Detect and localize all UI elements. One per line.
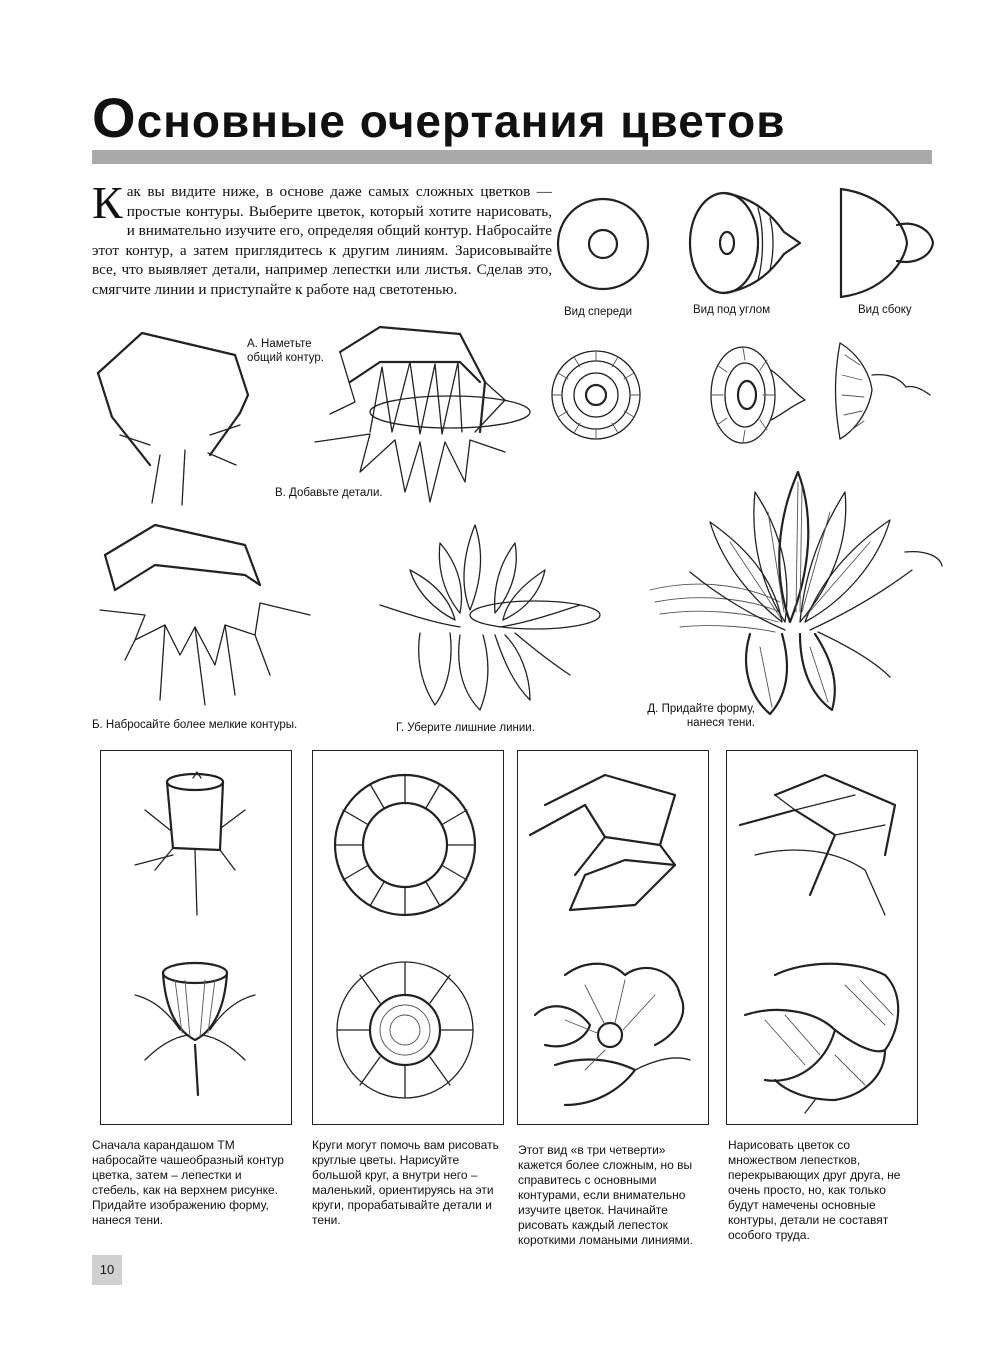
marigold-angle-sketch [705, 340, 810, 450]
intro-text: ак вы видите ниже, в основе даже самых сложных цветков — простые контуры. Выберите цветок, который хотите нарисовать, и внимательно изучите его, определяя общий контур. Набросайте этот контур, а затем приглядитесь к другим линиям. Зарисовывайте все, что выявляет детали, например лепестки или листья. Сделав это, смягчите линии и приступайте к работе над светотенью. [92, 183, 552, 298]
panel-daisy-caption: Круги могут помочь вам рисовать круглые цветы. Нарисуйте большой круг, а внутри него – маленький, ориентируясь на эти круги, прорабатывайте детали и тени. [312, 1138, 499, 1227]
rose-shaded-drawing [735, 955, 910, 1115]
marigold-front-sketch [546, 345, 646, 445]
lily-step-g-sketch [365, 515, 605, 715]
intro-paragraph [92, 177, 552, 299]
page-title: Основные очертания цветов [92, 86, 786, 149]
step-b-label: Б. Набросайте более мелкие контуры. [92, 719, 298, 731]
drop-cap: К [92, 177, 123, 228]
front-view-label: Вид спереди [564, 306, 633, 318]
front-view-diagram [548, 192, 658, 302]
panel-poppy-caption: Этот вид «в три четверти» кажется более сложным, но вы справитесь с основными контурами, если внимательно изучите цветок. Начинайте рисовать каждый лепесток короткими ломаными линиями. [518, 1143, 693, 1247]
side-view-label: Вид сбоку [858, 304, 912, 316]
page-number: 10 [92, 1255, 122, 1285]
poppy-outline-sketch [525, 765, 700, 925]
daffodil-outline-sketch [125, 770, 265, 920]
lily-step-b-sketch [95, 515, 320, 710]
lily-step-d-shaded [650, 462, 945, 720]
panel-daffodil-caption: Сначала карандашом ТМ набросайте чашеобразный контур цветка, затем – лепестки и стебель, как на верхнем рисунке. Придайте изображению форму, нанеся тени. [92, 1138, 284, 1227]
daisy-shaded-drawing [330, 955, 480, 1105]
title-underline-bar [92, 150, 932, 164]
poppy-shaded-drawing [525, 955, 700, 1115]
lily-step-v-sketch [310, 322, 535, 512]
step-v-label: В. Добавьте детали. [275, 487, 383, 499]
angle-view-diagram [682, 188, 807, 300]
daffodil-shaded-drawing [120, 955, 270, 1100]
angle-view-label: Вид под углом [693, 304, 771, 316]
step-d-label: Д. Придайте форму, нанеся тени. [647, 703, 755, 729]
panel-rose-caption: Нарисовать цветок со множеством лепестков, перекрывающих друг друга, не очень просто, но, как только будут намечены основные контуры, детали не составят особого труда. [728, 1138, 901, 1242]
marigold-side-sketch [830, 335, 935, 445]
daisy-circles-sketch [330, 770, 480, 920]
side-view-diagram [835, 185, 935, 301]
step-g-label: Г. Уберите лишние линии. [396, 722, 535, 734]
rose-outline-sketch [735, 765, 910, 925]
lily-step-a-sketch [90, 325, 260, 510]
step-a-label: А. Наметьте общий контур. [247, 338, 325, 364]
